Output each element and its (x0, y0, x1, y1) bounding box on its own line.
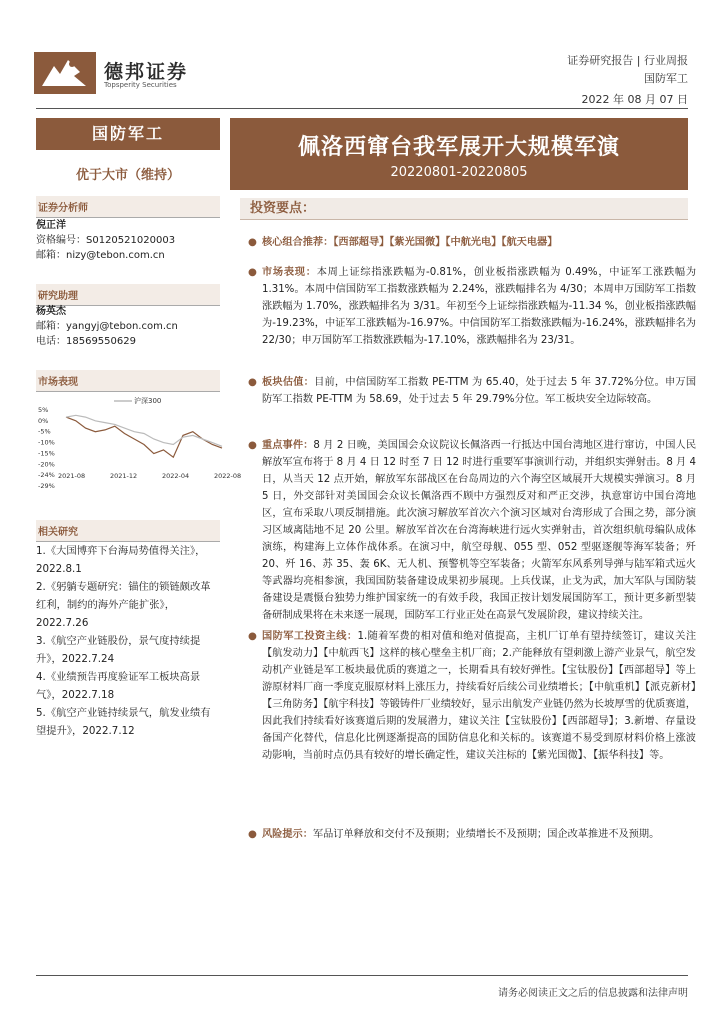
market-performance-chart (36, 392, 242, 492)
point-key-events (248, 437, 696, 624)
industry-banner: 国防军工 (36, 118, 220, 150)
point-text: 1.随着军费的相对值和绝对值提高，主机厂订单有望持续签订，建议关注【航发动力】【中航西飞】这样的核心壁垒主机厂商；2.产能释放有望刺激上游产业景气，航空发动机产业链是军工板块最优质的赛道之一，长期看具有较好弹性。【宝钛股份】【西部超导】等上游原材料厂商一季度克服原材料上涨压力，持续看好后续公司业绩增长；【中航重机】【派克新材】【三角防务】【航宇科技】等锻铸件厂业绩较好，显示出航发产业链仍然为长坡厚雪的优质赛道，因此我们持续看好该赛道后期的发展潜力，建议关注【宝钛股份】【西部超导】；3.新增、存量设备国产化替代，信息化比例逐渐提高的国防信息化和关标的。该赛道不易受到原材料价格上涨波动影响，当前时点仍具有较好的增长确定性，建议关注标的【紫光国微】、【振华科技】等。 (262, 631, 697, 761)
y-tick-label: 5% (38, 406, 49, 414)
point-label: 国防军工投资主线： (262, 631, 358, 642)
assistant-heading: 研究助理 (36, 284, 220, 306)
point-label: 市场表现： (262, 267, 317, 278)
footer-disclaimer: 请务必阅读正文之后的信息披露和法律声明 (498, 988, 688, 999)
analyst-cert: 资格编号：S0120521020003 (36, 235, 176, 246)
assistant-phone: 电话：18569550629 (36, 336, 136, 347)
related-item[interactable]: 2.《躬躺专题研究：锚住的锁链颇改革红利，制约的海外产能扩张》，2022.7.26 (36, 581, 211, 629)
investment-points-heading: 投资要点： (240, 198, 688, 220)
bullet-icon: ● (248, 440, 257, 451)
assistant-info (36, 304, 220, 349)
report-industry: 国防军工 (644, 72, 688, 85)
related-item[interactable]: 4.《业绩预告再度验证军工板块高景气》，2022.7.18 (36, 671, 201, 701)
brand-name-english: Topsperity Securities (104, 81, 177, 89)
x-tick-label: 2022-04 (162, 472, 190, 480)
point-label: 板块估值： (262, 377, 315, 388)
point-label: 核心组合推荐： (262, 237, 334, 248)
brand-name: 德邦证券 (104, 61, 189, 83)
point-text: 目前，中信国防军工指数 PE-TTM 为 65.40，处于过去 5 年 37.72%分位。申万国防军工指数 PE-TTM 为 58.69，处于过去 5 年 29.79%分位。军工板块安全边际较高。 (262, 377, 697, 405)
bullet-icon: ● (248, 237, 257, 248)
brand-logo-icon (34, 52, 96, 94)
point-market-performance (248, 264, 696, 349)
related-heading: 相关研究 (36, 520, 220, 542)
report-period: 20220801-20220805 (390, 165, 528, 180)
point-text: 军品订单释放和交付不及预期；业绩增长不及预期；国企改革推进不及预期。 (312, 829, 660, 840)
assistant-email: 邮箱：yangyj@tebon.com.cn (36, 321, 178, 332)
header-divider (36, 108, 688, 109)
rating: 优于大市（维持） (75, 168, 180, 183)
y-tick-label: -15% (38, 449, 55, 458)
bullet-icon: ● (248, 267, 257, 278)
bullet-icon: ● (248, 829, 257, 840)
point-investment-themes (248, 628, 696, 764)
related-item[interactable]: 1.《大国博弈下台海局势值得关注》，2022.8.1 (36, 545, 206, 575)
related-research-list (36, 542, 220, 740)
analyst-email: 邮箱：nizy@tebon.com.cn (36, 250, 165, 261)
assistant-name: 杨英杰 (36, 306, 66, 317)
x-tick-label: 2021-08 (58, 472, 86, 480)
bullet-icon: ● (248, 377, 257, 388)
point-core-portfolio (248, 234, 696, 251)
bullet-icon: ● (248, 631, 257, 642)
footer-divider (36, 975, 688, 976)
related-item[interactable]: 5.《航空产业链持续景气，航发业绩有望提升》，2022.7.12 (36, 707, 211, 737)
report-title-box (230, 118, 688, 190)
point-risk-warning (248, 826, 696, 843)
point-valuation (248, 374, 696, 408)
series-line (66, 415, 222, 446)
report-title: 佩洛西窜台我军展开大规模军演 (297, 135, 620, 160)
analyst-name: 倪正洋 (36, 220, 66, 231)
point-label: 重点事件： (262, 440, 314, 451)
y-tick-label: -10% (38, 438, 55, 447)
point-text: 本周上证综指涨跌幅为-0.81%，创业板指涨跌幅为 0.49%，中证军工涨跌幅为 1.31%。本周中信国防军工指数涨跌幅为 2.24%，涨跌幅排名为 4/30；本周申万国防军工指数涨跌幅为 1.70%，涨跌幅排名为 3/31。年初至今上证综指涨跌幅为-11.34 %，创业板指涨跌幅为-19.23%，中证军工涨跌幅为-16.97%。中信国防军工指数涨跌幅为-16.24%，涨跌幅排名为 22/30；申万国防军工指数涨跌幅为-17.10%，涨跌幅排名为 23/31。 (262, 267, 697, 346)
x-tick-label: 2021-12 (110, 472, 138, 480)
report-date: 2022 年 08 月 07 日 (581, 93, 688, 106)
y-tick-label: -24% (38, 471, 55, 480)
y-tick-label: 0% (38, 416, 49, 425)
y-tick-label: -20% (38, 460, 55, 469)
y-tick-label: -29% (38, 482, 55, 490)
y-tick-label: -5% (38, 427, 51, 436)
report-type: 证券研究报告 | 行业周报 (567, 54, 688, 67)
legend-label: 沪深300 (134, 397, 162, 405)
point-text: 8 月 2 日晚，美国国会众议院议长佩洛西一行抵达中国台湾地区进行窜访，中国人民解放军宣布将于 8 月 4 日 12 时至 7 日 12 时进行重要军事演训行动，并组织实弹射击。8 月 4 日，从当天 12 点开始，解放军东部战区在台岛周边的六个海空区域展开大规模实弹演习。8 月 5 日，外交部针对美国国会众议长佩洛西不顾中方强烈反对和严正交涉，执意窜访中国台湾地区，宣布采取八项反制措施。此次演习解放军首次六个演习区域对台湾形成了合围之势，部分演习区域离陆地不足 20 公里。解放军首次在台湾海峡进行远火实弹射击，首次组织航母编队成体演练，构建海上立体作战体系。在演习中，航空母舰、055 型、052 型驱逐舰等海军装备；歼 20、歼 16、苏 35、轰 6K、无人机、预警机等空军装备；火箭军东风系列导弹与陆军箱式远火等武器均亮相参演，我国国防装备建设成果初步展现。上兵伐谋，止戈为武，加大军队与国防装备建设是震慑台独势力维护国家统一的有效手段，我国正按计划发展国防军工，预计更多新型装备研制成果将在未来逐一展现，国防军工行业正处在高景气发展阶段，建议持续关注。 (262, 440, 697, 621)
point-label: 风险提示： (262, 829, 313, 840)
market-heading: 市场表现 (36, 370, 220, 392)
analyst-info (36, 218, 220, 263)
analyst-heading: 证券分析师 (36, 196, 220, 218)
related-item[interactable]: 3.《航空产业链股份，景气度持续提升》，2022.7.24 (36, 635, 201, 665)
x-tick-label: 2022-08 (214, 472, 242, 480)
point-text: 【西部超导】【紫光国微】【中航光电】【航天电器】 (333, 237, 558, 248)
